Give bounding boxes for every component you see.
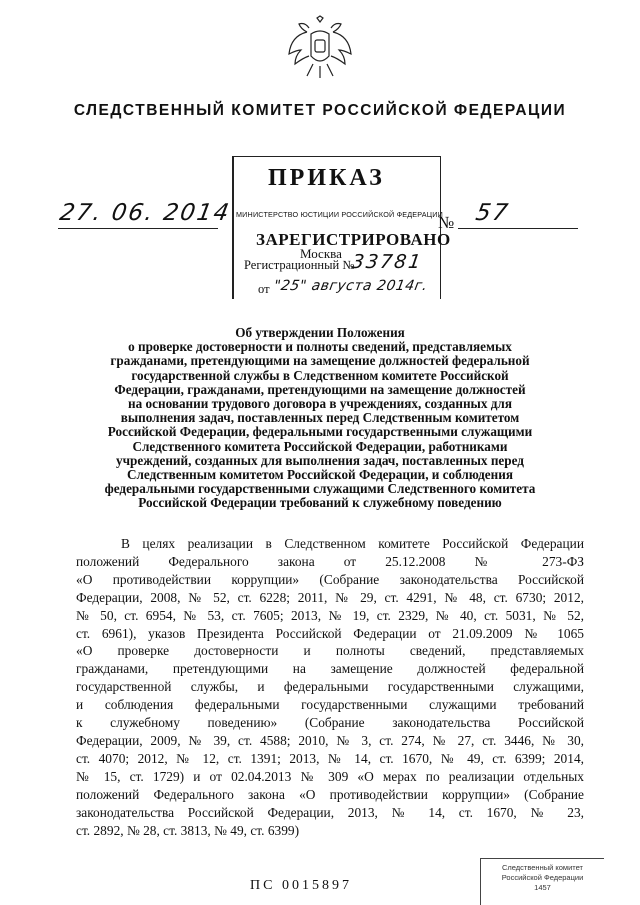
body-line: и соблюдения федеральными государственными служащими требований — [76, 697, 584, 713]
number-underline — [458, 228, 578, 229]
receipt-stamp-line: Российской Федерации — [501, 873, 584, 882]
body-line: «О проверке достоверности и полноты сведений, представляемых — [76, 643, 584, 659]
title-line: на основании трудового договора в учреждениях, созданных для — [128, 396, 512, 412]
body-line: законодательства Российской Федерации, 2013, № 14, ст. 1670, № 23, — [76, 804, 584, 820]
body-line: к служебному поведению» (Собрание законодательства Российской — [76, 715, 584, 731]
title-line: Об утверждении Положения — [235, 325, 405, 340]
body-paragraph — [76, 535, 584, 839]
title-line: гражданами, претендующими на замещение должностей федеральной — [110, 353, 530, 369]
stamp-reg-number-label: Регистрационный № — [244, 258, 355, 272]
double-headed-eagle-emblem-icon — [285, 14, 355, 84]
form-code: ПС 0015897 — [250, 878, 352, 893]
receipt-stamp — [480, 858, 604, 905]
receipt-stamp-line: 1457 — [534, 883, 551, 892]
receipt-stamp-line: Следственный комитет — [502, 863, 583, 872]
body-line: положений Федерального закона от 25.12.2008 № 273-ФЗ — [76, 553, 584, 569]
stamp-city: Москва — [300, 246, 342, 261]
stamp-from-label: от — [258, 282, 270, 296]
date-underline — [58, 228, 218, 229]
stamp-ministry: МИНИСТЕРСТВО ЮСТИЦИИ РОССИЙСКОЙ ФЕДЕРАЦИИ — [236, 210, 444, 219]
title-line: выполнения задач, поставленных перед Следственным комитетом — [120, 410, 520, 426]
document-title — [80, 326, 560, 511]
body-line: ст. 6961), указов Президента Российской Федерации от 21.09.2009 № 1065 — [76, 625, 584, 641]
body-line: Федерации, 2009, № 39, ст. 4588; 2010, № 3, ст. 274, № 27, ст. 3446, № 30, — [76, 732, 584, 748]
title-line: Следственного комитета Российской Федерации, работниками — [132, 438, 508, 454]
stamp-reg-number: 33781 — [350, 251, 424, 273]
stamp-status: ЗАРЕГИСТРИРОВАНО — [256, 230, 451, 249]
title-line: Следственным комитетом Российской Федерации, и соблюдения — [127, 467, 513, 483]
title-line: Российской Федерации, федеральными государственными служащими — [107, 424, 533, 440]
body-line: ст. 2892, № 28, ст. 3813, № 49, ст. 6399) — [76, 822, 300, 838]
order-date: 27. 06. 2014 — [57, 200, 233, 226]
order-number: 57 — [473, 200, 512, 226]
title-line: Федерации, гражданами, претендующими на замещение должностей — [114, 381, 526, 397]
title-line: федеральными государственными служащими Следственного комитета — [104, 481, 536, 497]
stamp-from-date: "25" августа 2014г. — [272, 278, 429, 294]
body-line: № 50, ст. 6954, № 53, ст. 7605; 2013, № 19, ст. 2329, № 40, ст. 5031, № 52, — [76, 607, 584, 623]
title-line: учреждений, созданных для выполнения задач, поставленных перед — [116, 452, 524, 468]
body-line: ст. 4070; 2012, № 12, ст. 1391; 2013, № 14, ст. 1670, № 49, ст. 6399; 2014, — [76, 750, 584, 766]
body-line: положений Федерального закона «О противодействии коррупции» (Собрание — [76, 786, 584, 802]
title-line: государственной службы в Следственном комитете Российской — [131, 367, 509, 383]
body-line: В целях реализации в Следственном комитете Российской Федерации — [121, 536, 584, 551]
body-line: гражданами, претендующими на замещение должностей федеральной — [76, 661, 584, 677]
body-line: Федерации, 2008, № 52, ст. 6228; 2011, № 29, ст. 4291, № 48, ст. 6730; 2012, — [76, 589, 584, 605]
order-number-label: № — [438, 213, 455, 232]
body-line: государственной службы, и федеральными государственными служащими, — [76, 679, 584, 695]
title-line: о проверке достоверности и полноты сведений, представляемых — [128, 339, 512, 355]
order-word: ПРИКАЗ — [268, 165, 385, 191]
title-line: Российской Федерации требований к служебному поведению — [138, 495, 502, 511]
body-line: № 15, ст. 1729) и от 02.04.2013 № 309 «О мерах по реализации отдельных — [76, 768, 584, 784]
body-line: «О противодействии коррупции» (Собрание законодательства Российской — [76, 571, 584, 587]
organization-name: СЛЕДСТВЕННЫЙ КОМИТЕТ РОССИЙСКОЙ ФЕДЕРАЦИИ — [73, 102, 567, 119]
